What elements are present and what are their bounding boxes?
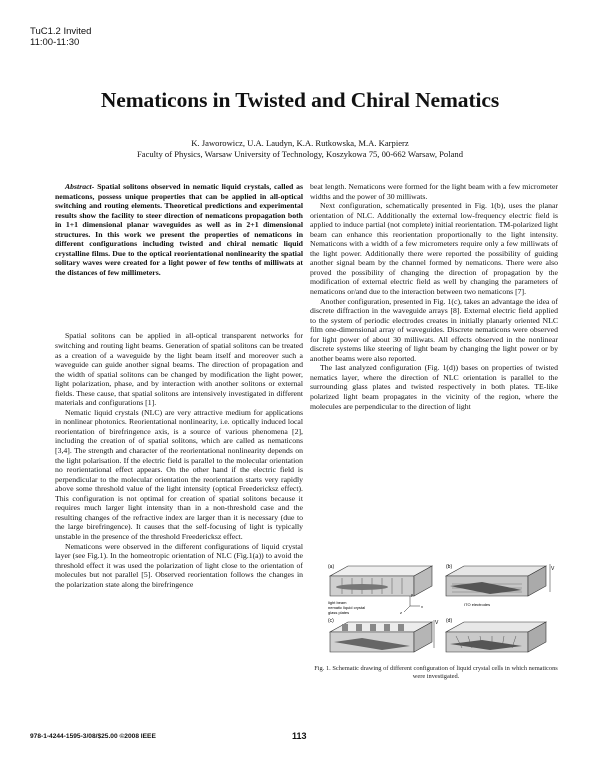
author-block (0, 138, 600, 160)
paragraph: The last analyzed configuration (Fig. 1(d)) bases on properties of twisted nematics layer, where the direction of NLC orientation is parallel to the surrounding glass plates and twisted respectively in both plates. TE-like polarized light beam propagates in the vicinity of the region, where the molecules are perpendicular to the direction of light (310, 363, 558, 411)
paragraph: Next configuration, schematically presented in Fig. 1(b), uses the planar orientation of NLC. Additionally the external low-frequency electric field is applied to induce partial (not complete) initial reorientation. TM-polarized light beam can enhance this reorientation proportionally to the light intensity. Nematicons with a width of a few micrometers require only a few milliwats of the light power. Additionally there were reported the possibility of guiding another signal beam by the channel formed by nematicons. There were also proved the possibility of changing the direction of propagation by the modification of external electric field as well by changing the parameters of nematicons or/and due to the interaction between two nematicons [7]. (310, 201, 558, 297)
voltage-label-2: V (435, 620, 439, 626)
author-list: K. Jaworowicz, U.A. Laudyn, K.A. Rutkowska, M.A. Karpierz (191, 138, 409, 148)
paragraph: Nematic liquid crystals (NLC) are very attractive medium for applications in nonlinear photonics. Reorientational nonlinearity, i.e. optically induced local reorientation of birefringence axis, is a source of various phenomena [2], including the creation of of spatial solitons, which are called as nematicons [3,4]. The strength and character of the reorientational nonlinearity depends on the light polarisation. If the electric field is parallel to the molecular orientation no reorientational effect appears. On the other hand if the electric field is perpendicular to the molecular orientation the reorientation starts very rapidly above some threshold value of the light intensity (optical Freedericksz effect). This configuration is not optimal for creation of spatial solitons because it requires much larger light intensity than in a non-threshold case and the resulting changes of the refractive index are larger than it is necessary (due to the large birefringence). It causes that the self-focusing of light is typically unstable in the presence of the threshold Freedericksz effect. (55, 407, 303, 541)
panel-c-label: (c) (328, 618, 334, 624)
right-column (310, 182, 558, 411)
paragraph: beat length. Nematicons were formed for the light beam with a few micrometer widths and the power of 30 milliwats. (310, 182, 558, 201)
page-number: 113 (292, 731, 307, 741)
label-liquid-crystal: nematic liquid crystal (328, 605, 366, 610)
label-glass-plates: glass plates (328, 610, 350, 615)
paper-title: Nematicons in Twisted and Chiral Nematics (100, 88, 500, 112)
panel-d-label: (d) (446, 618, 453, 624)
paragraph: Another configuration, presented in Fig. 1(c), takes an advantage the idea of discrete diffraction in the waveguide arrays [8]. External electric field applied to the system of periodic electrodes creates in initially planarly oriented NLC film one-dimensional array of waveguides. Discrete nematicons were observed for light power of about 30 milliwats. All effects observed in the nonlinear discrete systems like steering of light beam by changing the light power or by another beams were also reported. (310, 296, 558, 363)
session-time: 11:00-11:30 (30, 37, 80, 48)
axis-y-label: y (411, 592, 413, 597)
label-light-beam: light beam (328, 600, 347, 605)
paragraph: Nematicons were observed in the different configurations of liquid crystal layer (see Fig.1). In the homeotropic orientation of NLC (Fig.1(a)) to avoid the threshold effect it was used the polarization of light close to the orientation of molecules but not parallel [5]. Observed reorientation follows the changes in the polarization state along the birefringence (55, 541, 303, 589)
axis-x-label: x (421, 604, 423, 609)
paragraph: Spatial solitons can be applied in all-optical transparent networks for switching and routing light beams. Generation of spatial solitons can be treated as a creation of a waveguide by the light beam itself and moreover such a waveguide can guide another signal beams. The direction of propagation and the width of spatial solitons can be changed by modification the light power, light polarization, phase, and by interaction with another solitons or external fields. These cause, that spatial solitons are intensively investigated in different materials and configurations [1]. (55, 331, 303, 408)
figure-panel-b (446, 564, 555, 607)
session-info (30, 26, 91, 48)
abstract (55, 182, 303, 277)
footer-isbn: 978-1-4244-1595-3/08/$25.00 ©2008 IEEE (30, 733, 156, 740)
figure-panel-a (328, 564, 432, 615)
figure-caption: Fig. 1. Schematic drawing of different configuration of liquid crystal cells in which nematicons were investigated. (314, 665, 558, 680)
label-electrodes: ITO electrodes (464, 602, 491, 607)
axis-z-label: z (400, 610, 402, 615)
panel-a-label: (a) (328, 564, 335, 570)
session-id: TuC1.2 Invited (30, 26, 92, 37)
voltage-label-1: V (551, 566, 555, 572)
panel-b-label: (b) (446, 564, 453, 570)
abstract-lead: Abstract- (65, 182, 95, 191)
figure-1 (322, 562, 560, 662)
abstract-text: Spatial solitons observed in nematic liquid crystals, called as nematicons, possess unique properties that can be applied in all-optical switching and routing elements. Theoretical predictions and experimental results show the facility to steer direction of nematicons propagation both in 1+1 dimensional planar waveguides as well as in 2+1 dimensional structures. In this work we present the properties of nematicons in different configurations including twisted and chiral nematic liquid crystalline films. Due to the optical reorientational nonlinearity the spatial solitary waves were created for a light power of few tenths of milliwats at the distances of few millimeters. (55, 182, 303, 277)
figure-panel-d (446, 618, 546, 652)
affiliation: Faculty of Physics, Warsaw University of Technology, Koszykowa 75, 00-662 Warsaw, Poland (136, 149, 464, 159)
section-gap (55, 277, 303, 331)
figure-panel-c (328, 618, 439, 652)
left-column (55, 182, 303, 589)
